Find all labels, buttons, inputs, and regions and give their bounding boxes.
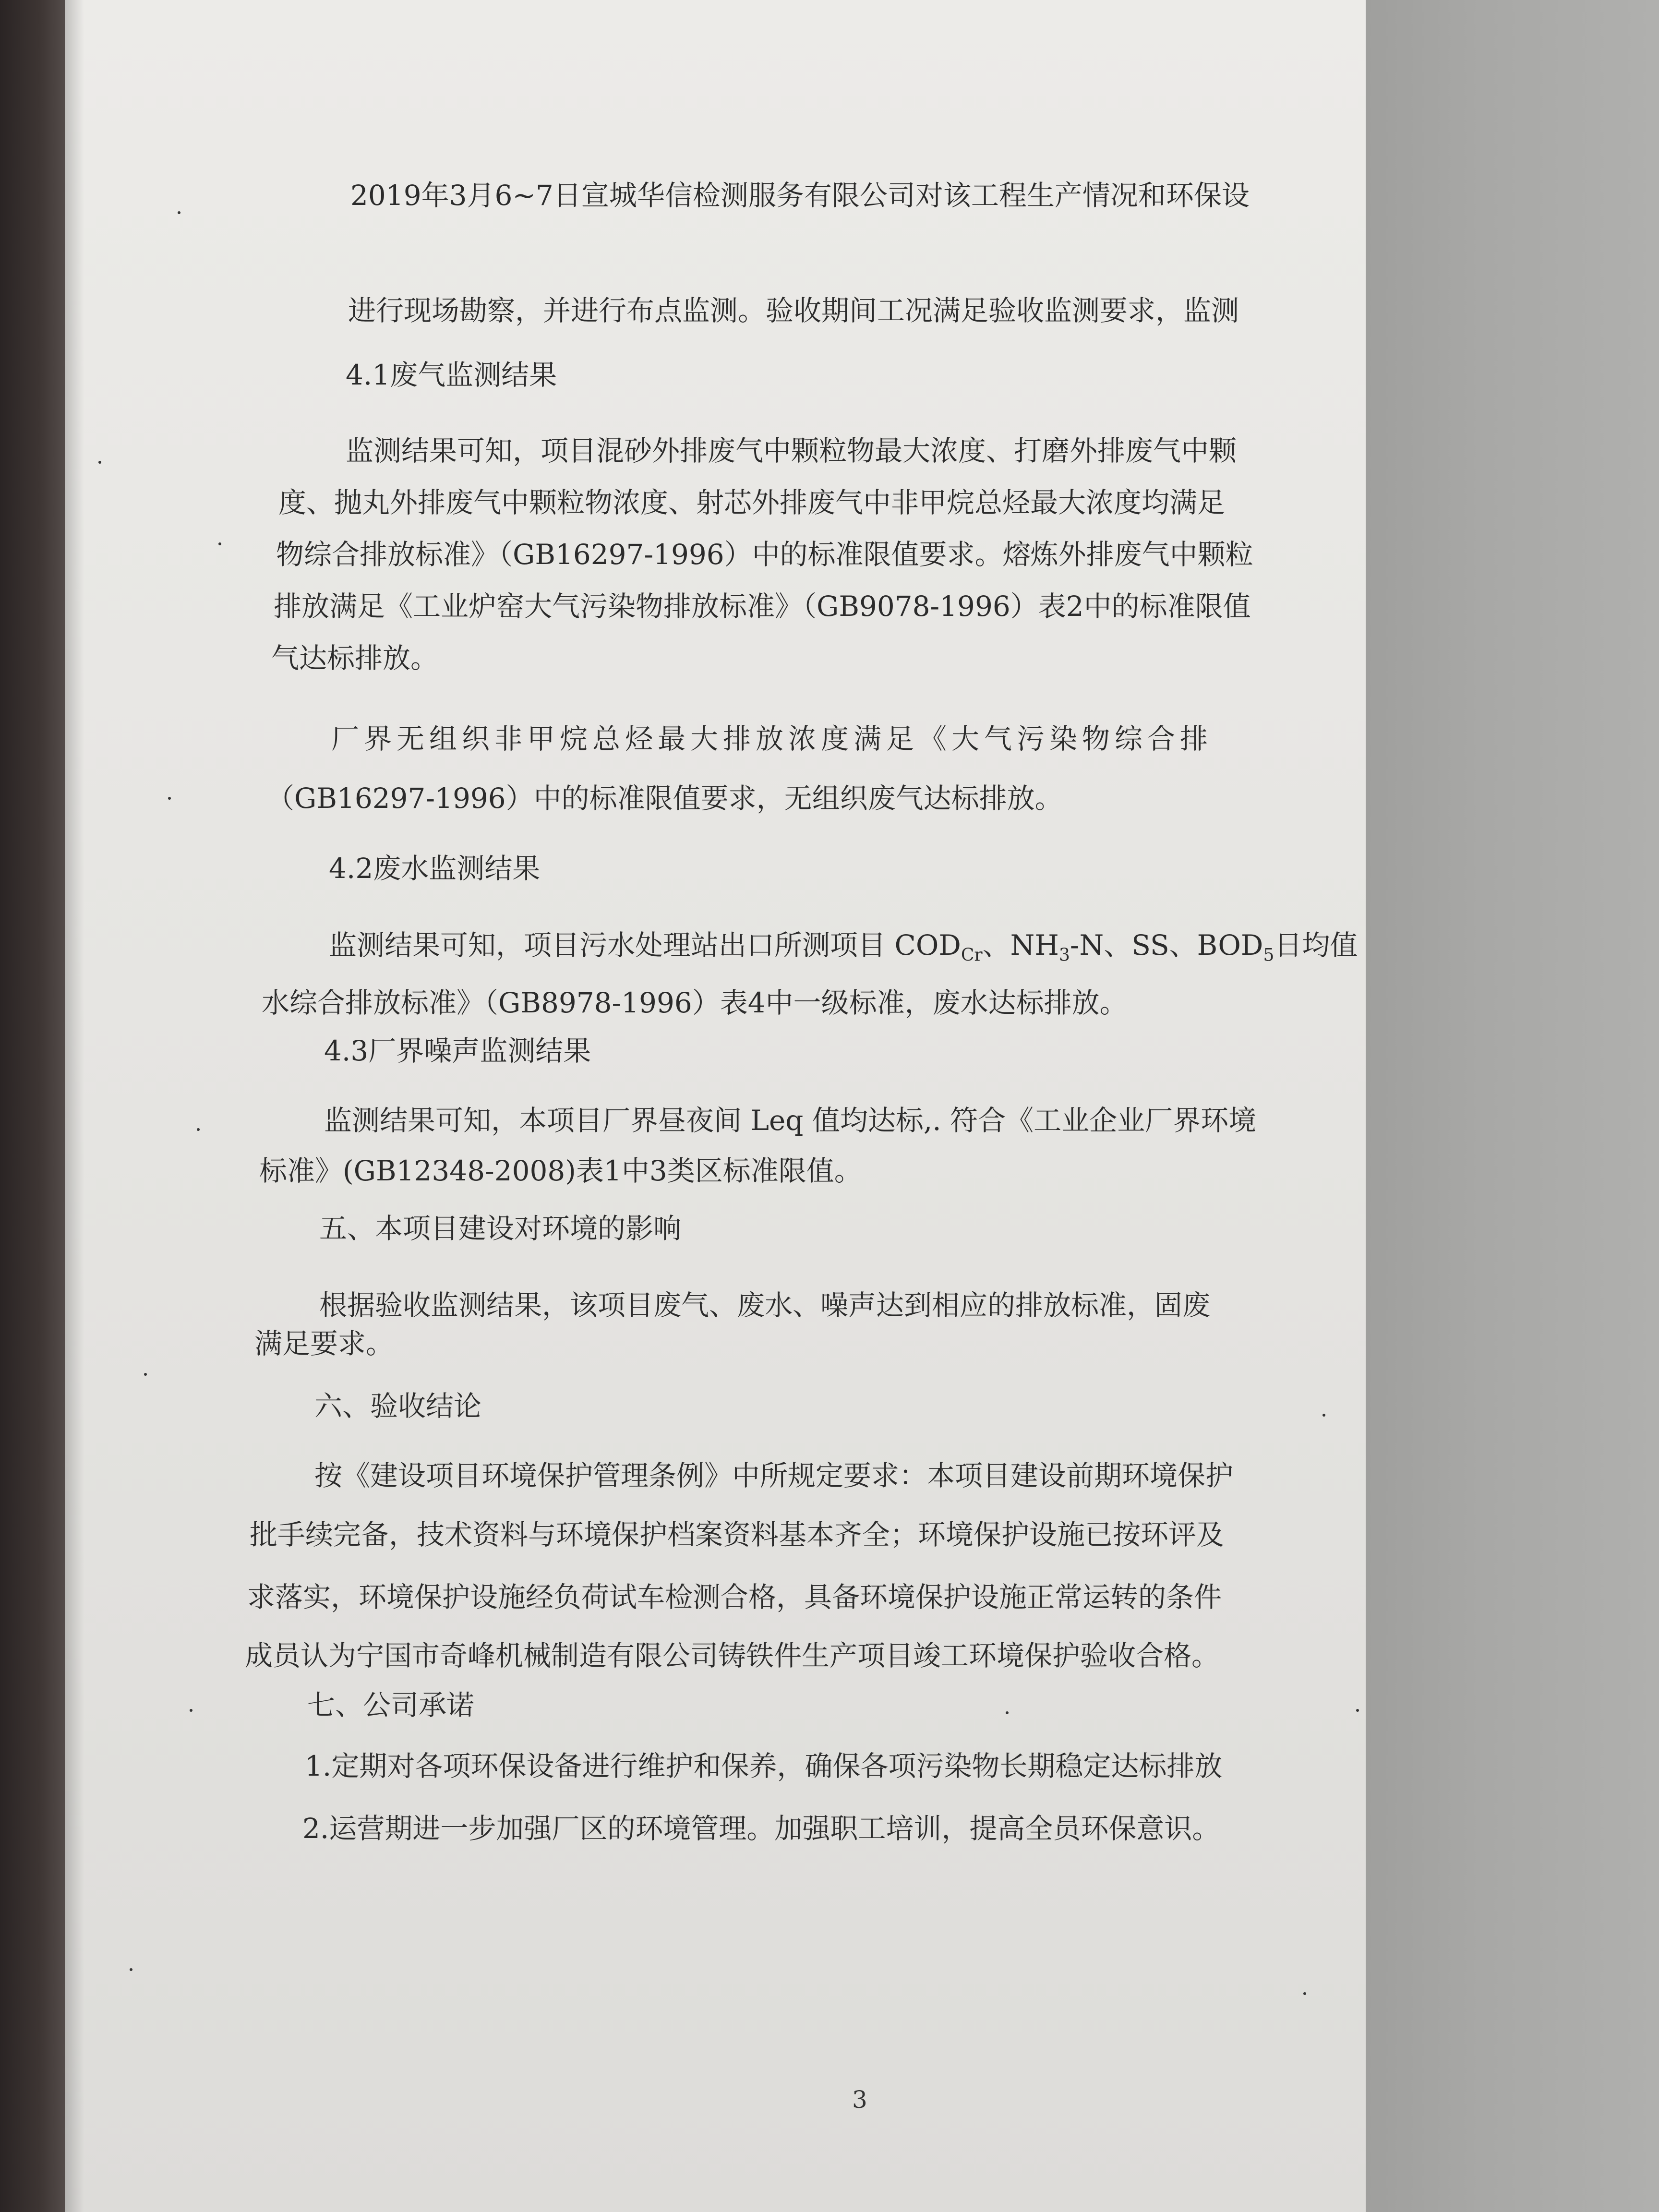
paragraph-line: 监测结果可知，项目混砂外排废气中颗粒物最大浓度、打磨外排废气中颗 (346, 434, 1237, 467)
paragraph-line: 气达标排放。 (271, 642, 439, 674)
paragraph-line: 物综合排放标准》（GB16297-1996）中的标准限值要求。熔炼外排废气中颗粒 (276, 538, 1253, 571)
paragraph-line: 求落实，环境保护设施经负荷试车检测合格，具备环境保护设施正常运转的条件 (247, 1581, 1222, 1613)
speck (98, 461, 101, 464)
section-heading-4-3: 4.3厂界噪声监测结果 (324, 1034, 591, 1067)
subscript: 3 (1058, 945, 1070, 965)
text-run: 日均值 (1274, 929, 1358, 962)
page-number: 3 (852, 2086, 867, 2114)
list-item: 2.运营期进一步加强厂区的环境管理。加强职工培训，提高全员环保意识。 (302, 1812, 1220, 1845)
dark-background-edge (0, 0, 72, 2212)
speck (144, 1373, 147, 1376)
speck (1006, 1711, 1009, 1714)
speck (168, 797, 171, 800)
paragraph-line: 监测结果可知，本项目厂界昼夜间 Leq 值均达标,. 符合《工业企业厂界环境 (324, 1104, 1257, 1137)
speck (130, 1968, 132, 1971)
section-heading-4-2: 4.2废水监测结果 (329, 852, 541, 885)
text-run: 、NH (982, 929, 1059, 962)
paragraph-line: 成员认为宁国市奇峰机械制造有限公司铸铁件生产项目竣工环境保护验收合格。 (245, 1639, 1220, 1672)
document-page (65, 0, 1366, 2212)
paragraph-line: 2019年3月6~7日宣城华信检测服务有限公司对该工程生产情况和环保设 (350, 179, 1250, 212)
right-background (1366, 0, 1659, 2212)
paragraph-line: 满足要求。 (254, 1327, 394, 1360)
speck (178, 211, 180, 214)
speck (1356, 1709, 1359, 1712)
paragraph-line: 度、抛丸外排废气中颗粒物浓度、射芯外排废气中非甲烷总烃最大浓度均满足 (278, 486, 1226, 519)
section-heading-4-1: 4.1废气监测结果 (346, 359, 557, 391)
paragraph-line: 按《建设项目环境保护管理条例》中所规定要求：本项目建设前期环境保护 (314, 1459, 1234, 1492)
paragraph-line: 根据验收监测结果，该项目废气、废水、噪声达到相应的排放标准，固废 (319, 1289, 1211, 1322)
text-run: 监测结果可知，项目污水处理站出口所测项目 COD (329, 929, 961, 962)
section-heading-6: 六、验收结论 (314, 1390, 482, 1422)
speck (218, 542, 221, 545)
list-item: 1.定期对各项环保设备进行维护和保养，确保各项污染物长期稳定达标排放 (305, 1750, 1223, 1782)
paragraph-line: 水综合排放标准》（GB8978-1996）表4中一级标准，废水达标排放。 (262, 986, 1128, 1019)
subscript: 5 (1263, 945, 1274, 965)
paragraph-line-with-subscripts (329, 931, 1358, 964)
text-run: -N、SS、BOD (1070, 929, 1263, 962)
speck (1322, 1414, 1325, 1417)
paragraph-line: （GB16297-1996）中的标准限值要求，无组织废气达标排放。 (266, 782, 1063, 815)
speck (197, 1128, 200, 1131)
paragraph-line: 标准》(GB12348-2008)表1中3类区标准限值。 (259, 1154, 862, 1187)
subscript: Cr (961, 945, 983, 965)
paragraph-line: 排放满足《工业炉窑大气污染物排放标准》（GB9078-1996）表2中的标准限值 (274, 590, 1251, 623)
paragraph-line: 厂界无组织非甲烷总烃最大排放浓度满足《大气污染物综合排 (331, 722, 1213, 755)
paragraph-line: 进行现场勘察，并进行布点监测。验收期间工况满足验收监测要求，监测 (348, 294, 1239, 327)
paragraph-line: 批手续完备，技术资料与环境保护档案资料基本齐全；环境保护设施已按环评及 (250, 1518, 1225, 1551)
section-heading-7: 七、公司承诺 (307, 1689, 475, 1721)
page-edge-shadow (65, 0, 84, 2212)
speck (190, 1709, 192, 1712)
speck (1303, 1992, 1306, 1995)
section-heading-5: 五、本项目建设对环境的影响 (319, 1212, 682, 1245)
